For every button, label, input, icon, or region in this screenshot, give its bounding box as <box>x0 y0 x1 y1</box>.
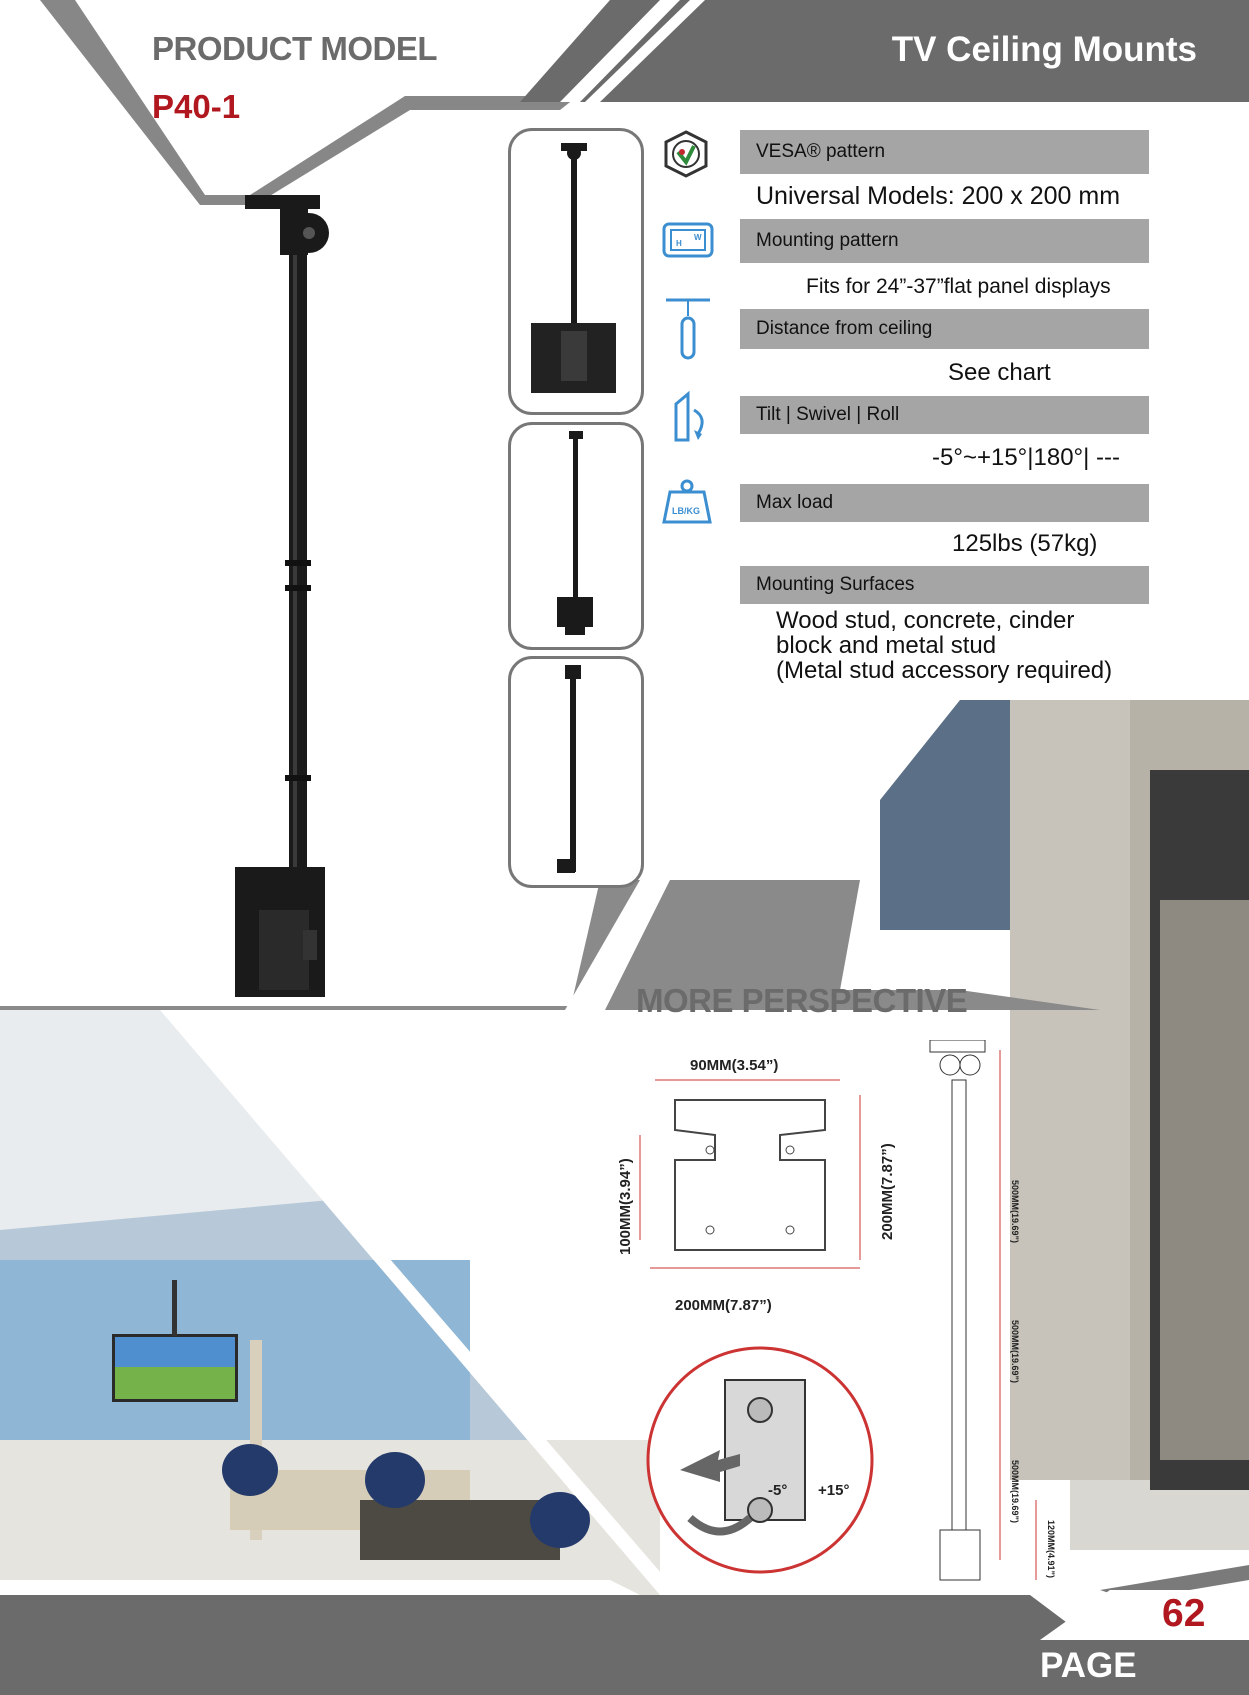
thumbnail-side-view[interactable] <box>508 422 644 650</box>
dim-pole-1: 500MM(19.69”) <box>1010 1180 1020 1244</box>
spec-value-tilt: -5°~+15°|180°| --- <box>932 444 1121 471</box>
page-number: 62 <box>1162 1592 1206 1635</box>
product-main-image <box>225 195 365 1015</box>
mounting-surfaces-line-1: Wood stud, concrete, cinder <box>776 607 1075 634</box>
tilt-plus-label: +15° <box>818 1482 850 1499</box>
mounting-surfaces-line-3: (Metal stud accessory required) <box>776 657 1113 684</box>
ceiling-distance-icon <box>666 296 710 362</box>
dim-bottom-width: 200MM(7.87”) <box>675 1297 772 1314</box>
spec-value-max-load: 125lbs (57kg) <box>952 530 1098 557</box>
max-load-icon-text: LB/KG <box>672 506 700 516</box>
thumbnail-profile-image <box>511 659 641 885</box>
spec-value-distance: See chart <box>948 359 1051 386</box>
spec-label-mounting-pattern: Mounting pattern <box>740 219 1149 263</box>
dim-right-height: 200MM(7.87”) <box>879 1143 896 1240</box>
spec-value-vesa: Universal Models: 200 x 200 mm <box>756 182 1121 210</box>
thumbnail-front-view[interactable] <box>508 128 644 415</box>
page-label: PAGE <box>1040 1646 1137 1685</box>
mounting-pattern-w-label: W <box>694 233 702 242</box>
mounting-pattern-icon <box>662 222 714 260</box>
tilt-detail-circle <box>640 1340 880 1580</box>
product-model-label: PRODUCT MODEL <box>152 30 437 67</box>
dim-pole-3: 500MM(19.69”) <box>1010 1460 1020 1524</box>
thumbnail-profile-view[interactable] <box>508 656 644 888</box>
vesa-icon <box>662 130 710 178</box>
spec-value-mounting-surfaces <box>776 608 1112 683</box>
spec-value-mounting-pattern: Fits for 24”-37”flat panel displays <box>806 275 1111 298</box>
max-load-icon <box>660 478 714 526</box>
category-title: TV Ceiling Mounts <box>891 30 1197 69</box>
dim-top-width: 90MM(3.54”) <box>690 1057 779 1074</box>
product-model-code: P40-1 <box>152 88 241 125</box>
spec-label-distance: Distance from ceiling <box>740 309 1149 349</box>
tilt-minus-label: -5° <box>768 1482 788 1499</box>
mounting-pattern-h-label: H <box>676 239 682 248</box>
spec-label-tilt: Tilt | Swivel | Roll <box>740 396 1149 434</box>
spec-label-mounting-surfaces: Mounting Surfaces <box>740 566 1149 604</box>
pole-dimension-drawing <box>920 1040 1060 1600</box>
thumbnail-front-image <box>511 131 641 412</box>
more-perspective-title: MORE PERSPECTIVE <box>636 982 968 1019</box>
spec-label-vesa: VESA® pattern <box>740 130 1149 174</box>
dim-bottom-seg: 120MM(4.91”) <box>1046 1520 1056 1579</box>
dim-pole-2: 500MM(19.69”) <box>1010 1320 1020 1384</box>
thumbnail-side-image <box>511 425 641 647</box>
mounting-surfaces-line-2: block and metal stud <box>776 632 997 659</box>
spec-label-max-load: Max load <box>740 484 1149 522</box>
tilt-swivel-icon <box>668 390 714 444</box>
plate-dimension-drawing <box>600 1040 900 1320</box>
dim-left-height: 100MM(3.94”) <box>617 1158 634 1255</box>
